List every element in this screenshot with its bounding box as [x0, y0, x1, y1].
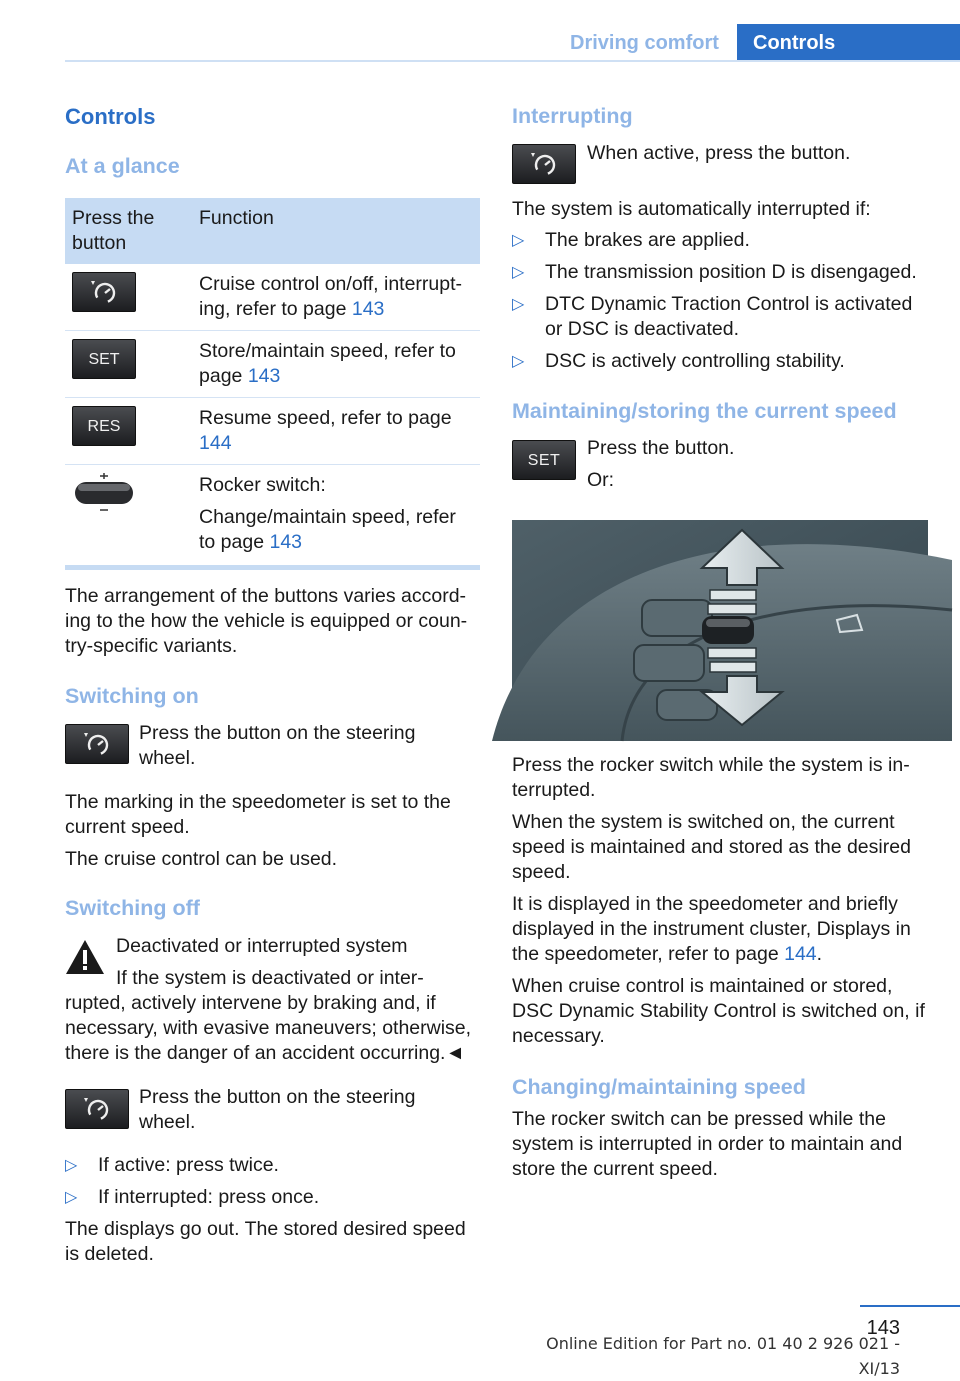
table-row [65, 264, 480, 331]
changing-paragraph: The rocker switch can be pressed while the system is interrupted in order to maintain and store the current speed. [512, 1108, 903, 1180]
table-header-function: Function [192, 198, 480, 264]
row-text: Store/maintain speed, refer to page [199, 340, 456, 387]
warning-triangle-icon [65, 939, 105, 975]
bullet-icon: ▷ [512, 232, 525, 249]
edition-note: Online Edition for Part no. 01 40 2 926 021 - XI/13 [546, 1334, 900, 1378]
warning-text-line-1: If the system is deactivated or inter- [116, 967, 424, 989]
switching-on-paragraph-1: The marking in the speedometer is set to the current speed. [65, 791, 451, 838]
table-header-row [65, 198, 480, 264]
maintaining-paragraph-4: When cruise control is maintained or stored, DSC Dynamic Stability Control is switched on, if necessary. [512, 975, 925, 1047]
warning-text: rupted, actively intervene by braking and, if necessary, with evasive maneuvers; otherwise, there is the danger of an accident occurring.◄ [65, 992, 472, 1064]
bullet-icon: ▷ [65, 1189, 78, 1206]
running-header-chapter: Controls [737, 24, 960, 61]
switching-off-paragraph: The displays go out. The stored desired speed is deleted. [65, 1218, 466, 1265]
cruise-control-icon [72, 272, 136, 312]
cruise-control-icon [65, 1089, 129, 1129]
maintaining-paragraph-1: Press the rocker switch while the system is in-terrupted. [512, 754, 910, 801]
page-number: 143 [866, 1317, 900, 1339]
set-button-icon: SET [512, 440, 576, 480]
maintaining-instruction: Press the button. [587, 437, 735, 459]
row-text: Cruise control on/off, interrupt-ing, refer to page [199, 273, 463, 320]
bullet-icon: ▷ [512, 353, 525, 370]
rocker-switch-icon [72, 473, 136, 513]
page-link[interactable]: 143 [247, 365, 281, 387]
section-heading-switching-on: Switching on [65, 684, 199, 708]
section-heading-at-a-glance: At a glance [65, 154, 180, 178]
interrupting-instruction: When active, press the button. [587, 142, 851, 164]
table-header-press: Press the button [65, 198, 192, 264]
controls-table [65, 198, 480, 570]
table-row [65, 465, 480, 568]
steering-wheel-rocker-image [512, 520, 928, 741]
cruise-control-icon [512, 144, 576, 184]
page-link[interactable]: 144 [199, 432, 232, 454]
bullet-icon: ▷ [512, 264, 525, 281]
bullet-icon: ▷ [65, 1157, 78, 1174]
page-link[interactable]: 144 [784, 943, 817, 965]
switching-on-instruction: Press the button on the steering wheel. [139, 722, 416, 769]
table-row [65, 398, 480, 465]
set-button-icon: SET [72, 339, 136, 379]
page-title: Controls [65, 104, 156, 129]
page-link[interactable]: 143 [269, 531, 303, 553]
footer-rule [860, 1305, 960, 1307]
warning-title: Deactivated or interrupted system [116, 935, 408, 957]
page-link[interactable]: 143 [351, 298, 385, 320]
switching-on-paragraph-2: The cruise control can be used. [65, 848, 338, 870]
header-rule [65, 60, 960, 62]
maintaining-paragraph-3: It is displayed in the speedometer and briefly displayed in the instrument cluster, Displays in the speedometer, refer to page 144. [512, 893, 911, 965]
row-text: Rocker switch: [199, 474, 326, 496]
list-item-continuation: or DSC is deactivated. [545, 318, 740, 340]
running-header-section: Driving comfort [570, 32, 719, 54]
section-heading-changing: Changing/maintaining speed [512, 1075, 806, 1099]
cruise-control-icon [65, 724, 129, 764]
section-heading-interrupting: Interrupting [512, 104, 633, 128]
bullet-icon: ▷ [512, 296, 525, 313]
interrupting-intro: The system is automatically interrupted if: [512, 198, 871, 220]
section-heading-switching-off: Switching off [65, 896, 200, 920]
switching-off-instruction: Press the button on the steering wheel. [139, 1086, 416, 1133]
section-heading-maintaining: Maintaining/storing the current speed [512, 399, 897, 423]
res-button-icon: RES [72, 406, 136, 446]
maintaining-or: Or: [587, 469, 615, 491]
table-row [65, 331, 480, 398]
row-text: Resume speed, refer to page [199, 407, 452, 429]
maintaining-paragraph-2: When the system is switched on, the current speed is maintained and stored as the desired speed. [512, 811, 911, 883]
arrangement-paragraph: The arrangement of the buttons varies accord-ing to the how the vehicle is equipped or coun-try-specific variants. [65, 585, 468, 657]
row-text-2: Change/maintain speed, refer to page [199, 506, 456, 553]
